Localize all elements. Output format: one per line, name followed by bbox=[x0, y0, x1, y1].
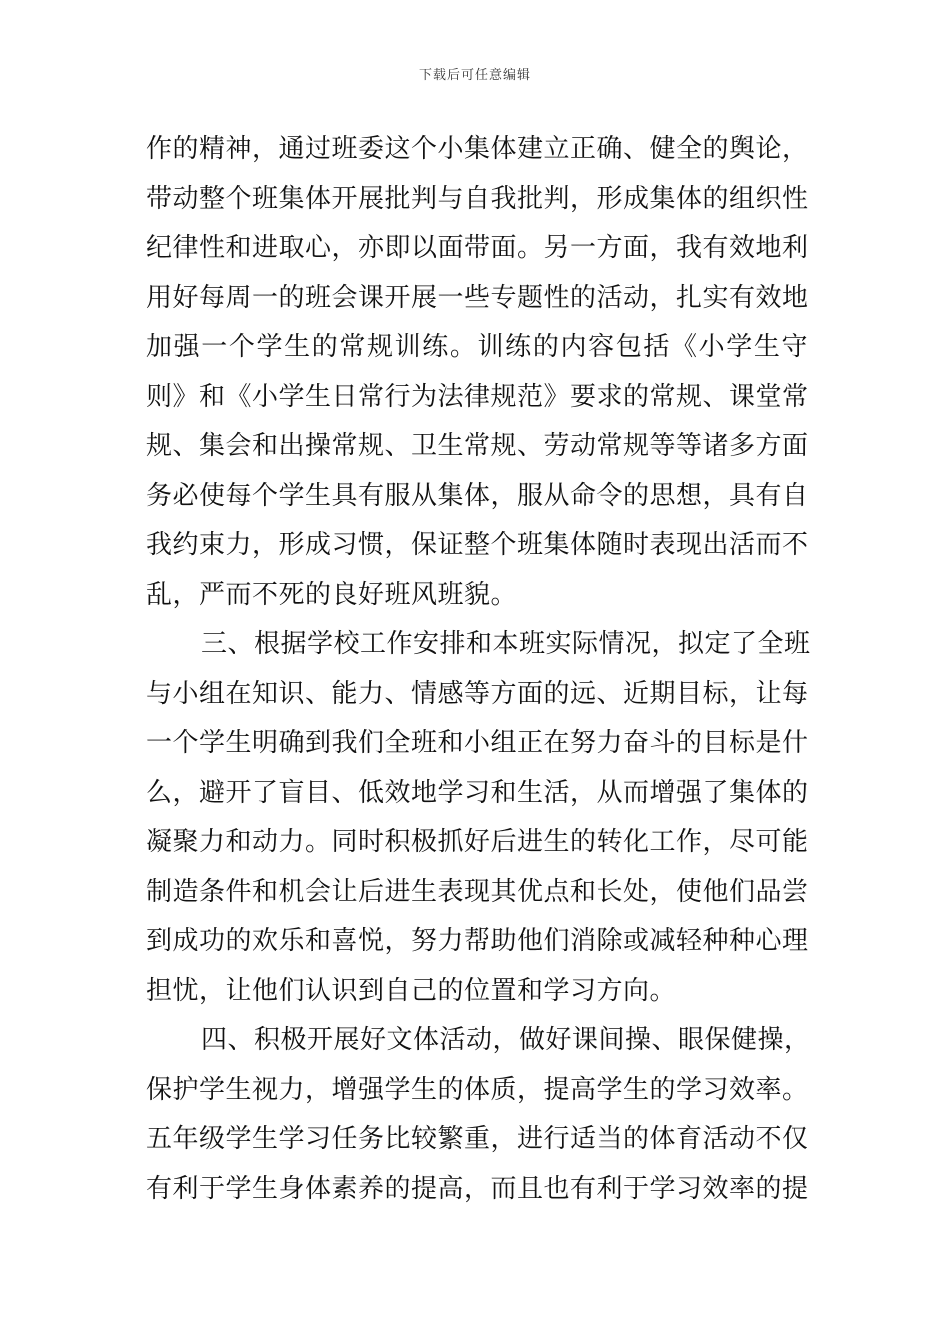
text-line: 一个学生明确到我们全班和小组正在努力奋斗的目标是什 bbox=[146, 728, 809, 758]
text-line: 保护学生视力，增强学生的体质，提高学生的学习效率。 bbox=[146, 1074, 809, 1105]
text-line: 制造条件和机会让后进生表现其优点和长处，使他们品尝 bbox=[146, 876, 809, 907]
text-line: 我约束力，形成习惯，保证整个班集体随时表现出活而不 bbox=[146, 530, 809, 560]
text-line: 乱，严而不死的良好班风班貌。 bbox=[146, 579, 518, 610]
text-line: 则》和《小学生日常行为法律规范》要求的常规、课堂常 bbox=[146, 381, 809, 412]
text-line: 规、集会和出操常规、卫生常规、劳动常规等等诸多方面 bbox=[146, 431, 809, 461]
text-line: 与小组在知识、能力、情感等方面的远、近期目标，让每 bbox=[146, 678, 809, 709]
text-line: 用好每周一的班会课开展一些专题性的活动，扎实有效地 bbox=[146, 282, 809, 313]
text-line: 作的精神，通过班委这个小集体建立正确、健全的舆论， bbox=[146, 134, 809, 164]
text-line: 带动整个班集体开展批判与自我批判，形成集体的组织性 bbox=[146, 183, 809, 214]
text-line: 么，避开了盲目、低效地学习和生活，从而增强了集体的 bbox=[146, 777, 809, 808]
text-line: 纪律性和进取心，亦即以面带面。另一方面，我有效地利 bbox=[146, 233, 809, 263]
text-line: 有利于学生身体素养的提高，而且也有利于学习效率的提 bbox=[146, 1173, 809, 1204]
header-note: 下载后可任意编辑 bbox=[418, 68, 531, 83]
text-line: 务必使每个学生具有服从集体，服从命令的思想，具有自 bbox=[146, 480, 809, 511]
text-line: 加强一个学生的常规训练。训练的内容包括《小学生守 bbox=[146, 332, 808, 362]
paragraph-start-line: 四、积极开展好文体活动，做好课间操、眼保健操， bbox=[201, 1025, 811, 1055]
text-line: 五年级学生学习任务比较繁重，进行适当的体育活动不仅 bbox=[146, 1124, 809, 1154]
text-line: 凝聚力和动力。同时积极抓好后进生的转化工作，尽可能 bbox=[146, 827, 809, 857]
text-line: 到成功的欢乐和喜悦，努力帮助他们消除或减轻种种心理 bbox=[146, 926, 809, 956]
document-body bbox=[146, 125, 811, 1214]
paragraph-start-line: 三、根据学校工作安排和本班实际情况，拟定了全班 bbox=[201, 629, 811, 659]
text-line: 担忧，让他们认识到自己的位置和学习方向。 bbox=[146, 975, 677, 1006]
